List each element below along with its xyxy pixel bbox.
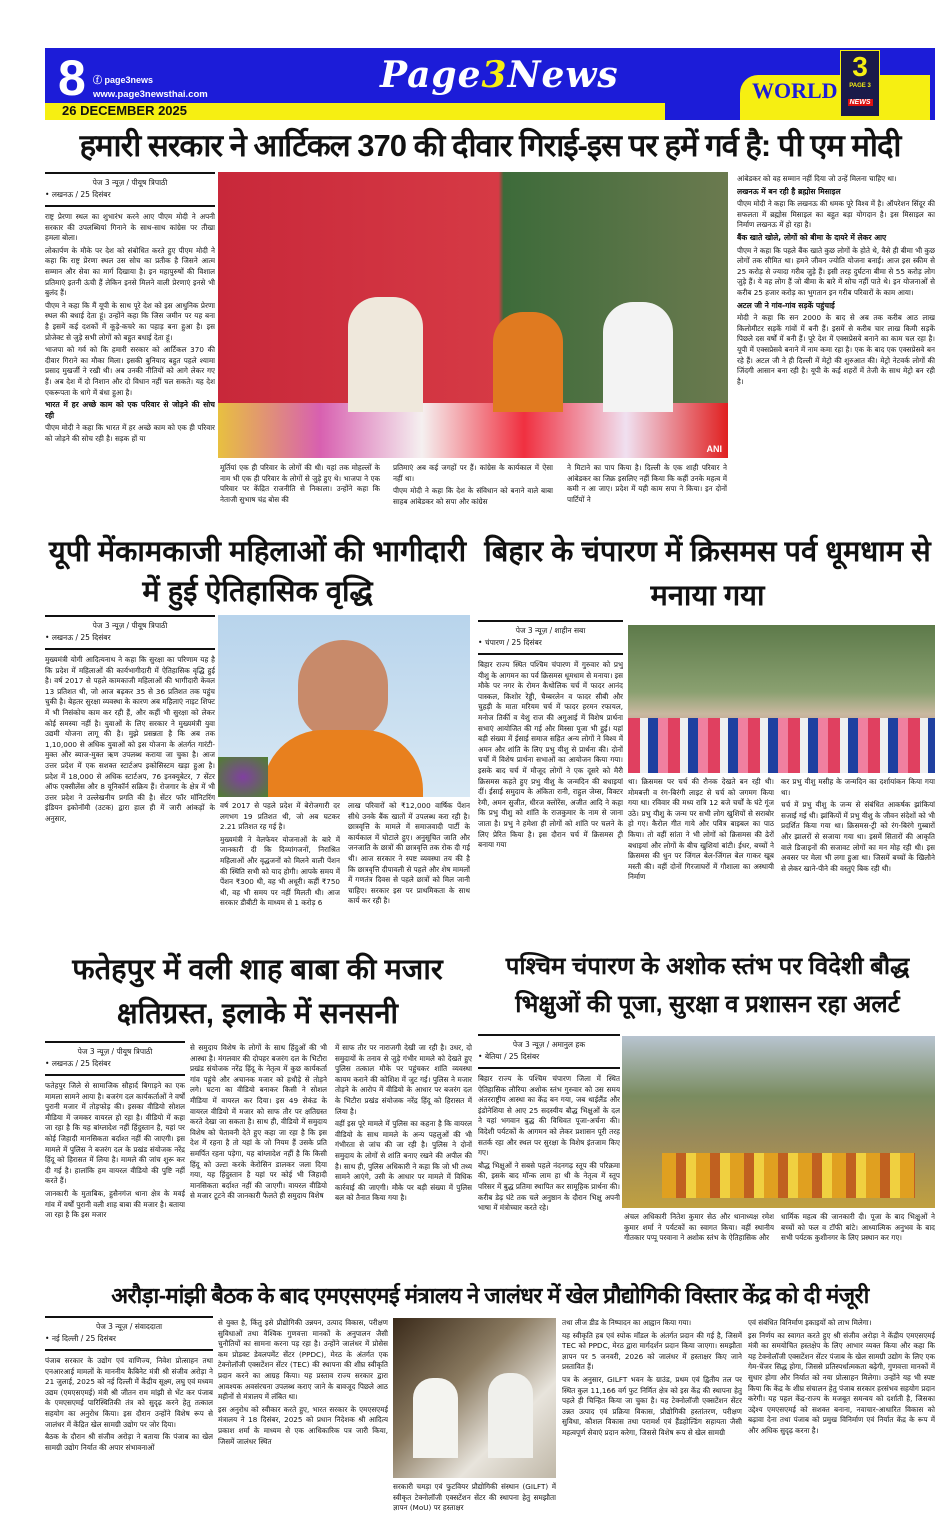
headline-arora: अरौड़ा-मांझी बैठक के बाद एमएसएमई मंत्रालय ने जालंधर में खेल प्रौद्योगिकी विस्तार केंद्र को दी मंजूरी <box>111 1283 869 1308</box>
paragraph: मुख्यमंत्री योगी आदित्यनाथ ने कहा कि सुरक्षा का परिणाम यह है कि प्रदेश में महिलाओं की कार्यभागीदारी में ऐतिहासिक वृद्धि हुई है। वर्ष 2017 से पहले कामकाजी महिलाओं की भागीदारी केवल 13 प्रतिशत थी, जो आज बढ़कर 35 से 36 प्रतिशत तक पहुंच चुकी है। बेहतर सुरक्षा व्यवस्था के कारण अब महिलाएं नाइट शिफ्ट में भी निसंकोच काम कर रही हैं, और कहीं भी सुरक्षा को लेकर कोई समस्या नहीं है। युवाओं के लिए सरकार ने मुख्यमंत्री युवा उद्यमी योजना लागू की है। मुझे प्रसन्नता है कि अब तक 1,10,000 से अधिक युवाओं को इस योजना के अंतर्गत गारंटी-मुक्त और ब्याज-मुक्त ऋण उपलब्ध कराया जा चुका है। आज उत्तर प्रदेश में एक सशक्त स्टार्टअप इकोसिस्टम खड़ा हुआ है। प्रदेश में 18,000 से अधिक स्टार्टअप, 76 इनक्यूबेटर, 7 सेंटर ऑफ एक्सीलेंस और 8 यूनिकॉर्न सक्रिय हैं। रोजगार के क्षेत्र में भी उत्तर प्रदेश ने उल्लेखनीय प्रगति की है। सेंटर फॉर मॉनिटरिंग इंडियन इकोनॉमी (उटक) द्वारा हाल ही में जारी आंकड़ों के अनुसार, <box>45 655 215 823</box>
article-modi-col2 <box>220 463 380 521</box>
article-fatehpur-col2 <box>190 1043 327 1278</box>
photo-credit: ANI <box>706 444 722 454</box>
paragraph: तथा लीज डीड के निष्पादन का आह्वान किया गया। <box>562 1318 692 1327</box>
paragraph: पीएम मोदी ने कहा कि भारत में हर अच्छे काम को एक ही परिवार को जोड़ने की सोच रही है। सड़क हों या <box>45 423 215 443</box>
article-modi-col3 <box>393 463 553 521</box>
paragraph: पीएम मोदी ने कहा कि देश के संविधान को बनाने वाले बाबा साहब आंबेडकर को सपा और कांग्रेस <box>393 486 553 506</box>
headline-yogi: यूपी मेंकामकाजी महिलाओं की भागीदारी में हुई ऐतिहासिक वृद्धि <box>48 536 467 608</box>
article-ashok-col3 <box>781 1212 935 1276</box>
paragraph: मुख्यमंत्री ने वेलफेयर योजनाओं के बारे में जानकारी दी कि दिव्यांगजनों, निराश्रित महिलाओं और वृद्धजनों को मिलने वाली पेंशन की स्थिति सभी को याद होगी। आपके समय में पेंशन ₹300 थी, वह भी अधूरी। कहीं ₹750 थी, वह भी समय पर नहीं मिलती थी। आज सरकार डीबीटी के माध्यम से 1 करोड़ 6 <box>220 834 340 908</box>
paragraph: बैठक के दौरान श्री संजीव अरोड़ा ने बताया कि पंजाब का खेल सामग्री उद्योग निर्यात की अपार संभावनाओं <box>45 1432 213 1452</box>
subheading: भारत में हर अच्छे काम को एक परिवार से जोड़ने की सोच रही <box>45 400 215 420</box>
article-arora-col5 <box>748 1318 935 1528</box>
flowers <box>218 757 268 797</box>
person <box>348 297 423 412</box>
paragraph: धार्मिक महत्व की जानकारी दी। पूजा के बाद भिक्षुओं ने बच्चों को फल व टॉफी बांटे। आध्यात्मिक अनुभव के बाद सभी पर्यटक कुशीनगर के लिए प्रस्थान कर गए। <box>781 1212 935 1243</box>
newspaper-logo: Page3News <box>380 54 619 96</box>
article-fatehpur-col3 <box>335 1043 472 1278</box>
article-arora-col3 <box>393 1482 556 1526</box>
article-yogi-col3 <box>348 801 470 936</box>
paragraph: फतेहपुर जिले से सामाजिक सौहार्द बिगाड़ने का एक मामला सामने आया है। बजरंग दल कार्यकर्ताओं ने वर्षों पुरानी मजार में तोड़फोड़ की। इसका वीडियो सोशल मीडिया में जमकर वायरल हो रहा है। वीडियो में कहा जा रहा है कि यह बांग्लादेश नहीं हिंदुस्तान है, यहां पर कोई जिहादी मानसिकता बर्दाश्त नहीं की जाएगी। इस मामले में पुलिस ने बजरंग दल के प्रखंड संयोजक नरेंद्र हिंदू को हिरासत में लिया है। मामले की जांच शुरू कर दी गई है। हालांकि हम वायरल वीडियो की पुष्टि नहीं करते हैं। <box>45 1081 185 1186</box>
paragraph: इस अनुरोध को स्वीकार करते हुए, भारत सरकार के एमएसएमई मंत्रालय ने 18 दिसंबर, 2025 को प्रधान निदेशक श्री आदित्य प्रकाश शर्मा के माध्यम से एक आधिकारिक पत्र जारी किया, जिसमें जालंधर स्थित <box>218 1404 388 1446</box>
paragraph: पत्र के अनुसार, GILFT भवन के ग्राउंड, प्रथम एवं द्वितीय तल पर स्थित कुल 11,166 वर्ग फुट निर्मित क्षेत्र को इस केंद्र की स्थापना हेतु पहले ही चिन्हित किया जा चुका है। यह टेक्नोलॉजी एक्सटेंशन सेंटर उन्नत उत्पाद एवं प्रक्रिया विकास, प्रौद्योगिकी हस्तांतरण, परीक्षण सुविधा, कौशल विकास तथा परामर्श एवं हैंडहोल्डिंग सहायता जैसी महत्वपूर्ण सेवाएं प्रदान करेगा, जिससे विशेष रूप से खेल सामग्री <box>562 1374 742 1437</box>
monks-group <box>662 1153 915 1198</box>
person <box>493 312 563 412</box>
article-christmas-col2 <box>628 777 774 937</box>
paragraph: पीएम ने कहा कि मैं यूपी के साथ पूरे देश को इस आधुनिक प्रेरणा स्थल की बधाई देता हूं। उन्होंने कहा कि जिस जमीन पर यह बना है इसमें कई दशकों में कूड़े-कचरे का पहाड़ बना हुआ है। इस प्रोजेक्ट से जुड़े सभी लोगों को बहुत बधाई देता हूं। <box>45 300 215 342</box>
article-modi-col4 <box>567 463 727 521</box>
paragraph: एवं संबंधित विनिर्माण इकाइयों को लाभ मिलेगा। <box>748 1318 872 1327</box>
paragraph: पीएम मोदी ने कहा कि लखनऊ की धमक पूरे विश्व में है। ऑपरेशन सिंदूर की सफलता में ब्रह्मोस मिसाइल का बहुत बड़ा योगदान है। इस मिसाइल का निर्माण लखनऊ में हो रहा है। <box>737 199 935 230</box>
byline: पेज 3 न्यूज़ / पीयूष त्रिपाठी • लखनऊ / 25 दिसंबर <box>45 615 215 650</box>
byline: पेज 3 न्यूज़ / पीयूष त्रिपाठी • लखनऊ / 25 दिसंबर <box>45 1041 185 1076</box>
person <box>488 1373 533 1458</box>
paragraph: पीएम ने कहा कि पहले बैंक खाते कुछ लोगों के होते थे, वैसे ही बीमा भी कुछ लोगों तक सीमित था। हमने जीवन ज्योति योजना बनाई। आज इस स्कीम से 25 करोड़ से ज्यादा गरीब जुड़े हैं। इसी तरह दुर्घटना बीमा से 55 करोड़ लोग जुड़े हैं। ये वह लोग हैं जो बीमा के बारे में सोच नहीं पाते थे। इन योजनाओं से करीब 25 हजार करोड़ का भुगतान इन गरीब परिवारों के काम आया। <box>737 245 935 297</box>
website-url[interactable]: www.page3newsthai.com <box>93 89 208 100</box>
byline: पेज 3 न्यूज़ / शाहीन सबा • चंपारण / 25 दिसंबर <box>478 620 623 655</box>
paragraph: मूर्तियां एक ही परिवार के लोगों की थी। यहां तक मोहल्लों के नाम भी एक ही परिवार के लोगों से जुड़े हुए थे। भाजपा ने एक परिवार पर केंद्रित राजनीति से निकाला। उन्होंने कहा कि नेताजी सुभाष चंद्र बोस की <box>220 463 380 504</box>
paragraph: लोकार्पण के मौके पर देश को संबोधित करते हुए पीएम मोदी ने कहा कि राष्ट्र प्रेरणा स्थल उस सोच का प्रतीक है जिसने आत्म सम्मान और सेवा का मार्ग दिखाया है। इन महापुरुषों की विशाल प्रतिमाएं इतनी ऊंची हैं लेकिन इनसे मिलने वाली प्रेरणाएं इनसे भी बुलंद हैं। <box>45 245 215 298</box>
article-modi-col1 <box>45 172 215 522</box>
issue-date: 26 DECEMBER 2025 <box>62 103 187 118</box>
facebook-icon: ⓕ <box>93 75 105 85</box>
headline-ashok-stambh: पश्चिम चंपारण के अशोक स्तंभ पर विदेशी बौद्ध भिक्षुओं की पूजा, सुरक्षा व प्रशासन रहा अलर्ट <box>505 953 910 1018</box>
photo-modi-event <box>218 172 728 458</box>
paragraph: इस निर्णय का स्वागत करते हुए श्री संजीव अरोड़ा ने केंद्रीय एमएसएमई मंत्री का समयोचित हस्तक्षेप के लिए आभार व्यक्त किया और कहा कि यह टेक्नोलॉजी एक्सटेंशन सेंटर पंजाब के खेल सामग्री उद्योग के लिए एक गेम-चेंजर सिद्ध होगा, जिससे प्रतिस्पर्धात्मकता बढ़ेगी, गुणवत्ता मानकों में सुधार होगा और निर्यात को नया प्रोत्साहन मिलेगा। उन्होंने यह भी स्पष्ट किया कि केंद्र के शीघ्र संचालन हेतु पंजाब सरकार हरसंभव सहयोग प्रदान करेगी। यह पहल केंद्र-राज्य के मजबूत समन्वय को दर्शाती है, जिसका उद्देश्य एमएसएमई को सशक्त बनाना, नवाचार-आधारित विकास को बढ़ावा देना तथा पंजाब को प्रमुख विनिर्माण एवं निर्यात केंद्र के रूप में और अधिक सुदृढ़ करना है। <box>748 1330 935 1435</box>
subheading: अटल जी ने गांव-गांव सड़कें पहुंचाई <box>737 300 835 310</box>
subheading: बैंक खाते खोले, लोगों को बीमा के दायरे में लेकर आए <box>737 232 887 242</box>
headline-fatehpur: फतेहपुर में वली शाह बाबा की मजार क्षतिग्रस्त, इलाके में सनसनी <box>72 954 443 1030</box>
person <box>413 1378 458 1458</box>
article-christmas-col3 <box>781 777 935 937</box>
paragraph: चर्च में प्रभु यीशु के जन्म से संबंधित आकर्षक झांकियां सजाई गई थी। झांकियों में प्रभु यीशु के जीवन संदेशों को भी प्रदर्शित किया गया था। क्रिसमस-ट्री को रंग-बिरंगे गुब्बारों और झालरों से सजाया गया था। इसमें सितारों की आकृति वाले डिजाइनों की सजावट लोगों का मन मोह रही थी। इस अवसर पर मेला भी लगा हुआ था। जिसमें बच्चों के खिलौने से लेकर खाने-पीने की वस्तुएं बिक रही थी। <box>781 800 935 873</box>
paragraph: से समुदाय विशेष के लोगों के साथ हिंदुओं की भी आस्था है। मंगलवार की दोपहर बजरंग दल के भिटौरा प्रखंड संयोजक नरेंद्र हिंदू के नेतृत्व में कुछ कार्यकर्ता गांव पहुंचे और अचानक मजार को हथौड़े से तोड़ने लगे। घटना का वीडियो बनाकर किसी ने सोशल मीडिया में वायरल कर दिया। इस 49 सेकंड के वायरल वीडियो में मजार को साफ तौर पर क्षतिग्रस्त करते देखा जा सकता है। साथ ही, वीडियो में समुदाय विशेष को चेतावनी देते हुए कहा जा रहा है कि इस देश में रहना है तो यहां के जो नियम हैं उसके प्रति समर्पित रहना पड़ेगा, यह बांग्लादेश नहीं है कि किसी हिंदू को उल्टा करके केरोसिन डालकर जला दिया गया, यह हिंदुस्तान है यहां पर कोई भी जिहादी मानसिकता बर्दाश्त नहीं की जाएगी। वायरल वीडियो से मजार टूटने की जानकारी फैलते ही समुदाय विशेष <box>190 1043 327 1201</box>
byline: पेज 3 न्यूज़ / संवाददाता • नई दिल्ली / 25 दिसंबर <box>45 1316 213 1351</box>
paragraph: मोदी ने कहा कि सन 2000 के बाद से अब तक करीब आठ लाख किलोमीटर सड़कें गांवों में बनी हैं। इसमें से करीब चार लाख किमी सड़कें पिछले दस वर्षों में बनी हैं। पूरे देश में एक्सप्रेसवे बनाने का काम चल रहा है। यूपी में एक्सप्रेसवे बनाने में नाम कमा रहा है। एक के बाद एक एक्सप्रेसवे बन रहे हैं। अटल जी ने ही दिल्ली में मेट्रो की शुरुआत की। मेट्रो नेटवर्क लोगों की जिंदगी आसान बना रही है। यूपी के कई शहरों में तेजी के साथ मेट्रो बन रही है। <box>737 313 935 386</box>
subheading: लखनऊ में बन रही है ब्रह्मोस मिसाइल <box>737 186 841 196</box>
article-ashok-col1 <box>478 1034 620 1279</box>
article-arora-col2 <box>218 1318 388 1528</box>
person-robe <box>263 730 423 797</box>
paragraph: वहीं इस पूरे मामले में पुलिस का कहना है कि वायरल वीडियो के साथ मामले के अन्य पहलुओं की भी गंभीरता से जांच की जा रही है। पुलिस ने दोनों समुदाय के लोगों से शांति बनाए रखने की अपील की है। साथ ही, पुलिस अधिकारी ने कहा कि जो भी तथ्य सामने आएंगे, उसी के आधार पर मामले में विधिक कार्रवाई की जाएगी। मौके पर बड़ी संख्या में पुलिस बल को तैनात किया गया है। <box>335 1119 472 1203</box>
headline-christmas: बिहार के चंपारण में क्रिसमस पर्व धूमधाम से मनाया गया <box>484 536 931 612</box>
article-arora-col1 <box>45 1316 213 1526</box>
paragraph: ने मिटाने का पाप किया है। दिल्ली के एक शाही परिवार ने आंबेडकर का जिक्र इसलिए नहीं किया कि कहीं उनके महत्व में कमी न आ जाए। प्रदेश में यही काम सपा ने किया। इन दोनों पार्टियों ने <box>567 463 727 504</box>
paragraph: से युक्त है, किंतु इसे प्रौद्योगिकी उन्नयन, उत्पाद विकास, परीक्षण सुविधाओं तथा वैश्विक गुणवत्ता मानकों के अनुपालन जैसी चुनौतियों का सामना करना पड़ रहा है। उन्होंने जालंधर में प्रोसेस कम प्रोडक्ट डेवलपमेंट सेंटर (PPDC), मेरठ के अंतर्गत एक टेक्नोलॉजी एक्सटेंशन सेंटर (TEC) की स्थापना की शीघ्र स्वीकृति प्रदान करने का आग्रह किया। यह प्रस्ताव राज्य सरकार द्वारा आवश्यक अवसंरचना उपलब्ध कराए जाने के बावजूद पिछले आठ महीनों से मंत्रालय में लंबित था। <box>218 1318 388 1402</box>
article-christmas-col1 <box>478 620 623 950</box>
photo-arora-manjhi-meeting <box>393 1318 556 1478</box>
paragraph: बौद्ध भिक्षुओं ने सबसे पहले नंदनगढ़ स्तूप की परिक्रमा की, इसके बाद मॉन्क लाम हा थी के नेतृत्व में स्तूप परिसर में बुद्ध प्रतिमा स्थापित कर सामूहिक प्रार्थना की। करीब डेढ़ घंटे तक चले अनुष्ठान के दौरान भिक्षु अपनी भाषा में मंत्रोच्चार करते रहे। <box>478 1160 620 1213</box>
paragraph: बिहार राज्य स्थित पश्चिम चंपारण में गुरुवार को प्रभु यीशु के आगमन का पर्व क्रिसमस धूमधाम से मनाया। इस मौके पर नगर के रोमन कैथोलिक चर्च में फादर आनंद पास्कल, किशोर रेड्डी, चैम्बरलेन व फादर सीबी और चुहड़ी के माता मरियम चर्च में फादर हरमन रफायल, मनोज तिर्की व येशु राज की अगुआई में विशेष प्रार्थना सभाएं आयोजित की गई और मिस्सा पूजा भी हुई। यहां बड़ी संख्या में ईसाई समाज सहित अन्य लोगों ने विश्व में अमन और शांति के लिए प्रभु यीशु से प्रार्थना की। दोनों चर्चों में विशेष प्रार्थना सभाओं का आयोजन किया गया। इसके बाद चर्च में मौजूद लोगों ने एक दूसरे को मैरी क्रिसमस कहते हुए प्रभु यीशु के जन्मदिन की बधाइयां दीं। ईसाई समुदाय के अंकिता रानी, राहुल जेम्स, विक्टर रेमी, अमन सुजीत, धीरज क्लोरेंस, अजीत आदि ने कहा कि प्रभु यीशु को शांति के राजकुमार के नाम से जाना जाता है। प्रभु ने हमेशा ही लोगों को शांति पर चलने के लिए प्रेरित किया है। इस दौरान चर्च में क्रिसमस ट्री बनाया गया <box>478 660 623 850</box>
photo-yogi <box>218 615 470 797</box>
brand-logo: 3 PAGE 3 NEWS <box>840 50 880 117</box>
byline: पेज 3 न्यूज़ / अमानुल हक • बेतिया / 25 दिसंबर <box>478 1034 620 1069</box>
paragraph: था। क्रिसमस पर चर्च की रौनक देखते बन रही थी। मोमबत्ती व रंग-बिरंगी लाइट से चर्च को जगमग किया गया था। रविवार की मध्य रात्रि 12 बजे चर्चों के घंटे गूंज उठे। प्रभु यीशु के जन्म पर सभी लोग खुशियों से सराबोर हो गए। कैरोल गीत गाये और पवित्र बाइबल का पाठ किया। तो वहीं सांता ने भी लोगों को क्रिसमस की ढेरों बधाइयां और लोगों के बीच खुशियां बांटी। ईधर, बच्चों ने क्रिसमस की धुन पर जिंगल बेल-जिंगल बेल गाकर खूब मस्ती की। वहीं दोनों गिरजाघरों में गौशाला का अस्थायी निर्माण <box>628 777 774 882</box>
paragraph: भाजपा को गर्व को कि हमारी सरकार को आर्टिकल 370 की दीवार गिराने का मौका मिला। इसकी बुनियाद बहुत पहले श्यामा प्रसाद मुखर्जी ने रखी थी। अब उनकी नीतियों को आगे लेकर गए हैं। अब देश में दो निशान और दो विधान नहीं चल सकते। यह देश एकरूपता के धागे में बंधा हुआ है। <box>45 345 215 397</box>
article-yogi-col1 <box>45 615 215 940</box>
paragraph: बिहार राज्य के पश्चिम चंपारण जिला में स्थित ऐतिहासिक लौरिया अशोक स्तंभ गुरुवार को उस समय अंतरराष्ट्रीय आस्था का केंद्र बन गया, जब थाईलैंड और इंडोनेशिया से आए 25 सदस्यीय बौद्ध भिक्षुओं के दल ने यहां भगवान बुद्ध की विधिवत पूजा-अर्चना की। विदेशी पर्यटकों के आगमन को लेकर प्रशासन पूरी तरह सतर्क रहा और स्थल पर सुरक्षा के विशेष इंतजाम किए गए। <box>478 1074 620 1158</box>
crowd <box>628 718 935 773</box>
paragraph: अंचल अधिकारी नितेश कुमार सेठ और थानाध्यक्ष रमेश कुमार शर्मा ने पर्यटकों का स्वागत किया। वहीं स्थानीय गीतकार पप्पू परवाना ने अशोक स्तंभ के ऐतिहासिक और <box>624 1212 774 1243</box>
person <box>603 302 673 412</box>
article-arora-col4 <box>562 1318 742 1528</box>
article-yogi-col2 <box>220 801 340 936</box>
paragraph: यह स्वीकृति हब एवं स्पोक मॉडल के अंतर्गत प्रदान की गई है, जिसमें TEC को PPDC, मेरठ द्वारा मार्गदर्शन प्रदान किया जाएगा। समझौता ज्ञापन पर 5 जनवरी, 2026 को जालंधर में हस्ताक्षर किए जाने प्रस्तावित हैं। <box>562 1330 742 1372</box>
section-label: WORLD <box>752 78 838 103</box>
paragraph: प्रतिमाएं अब कई जगहों पर हैं। कांग्रेस के कार्यकाल में ऐसा नहीं था। <box>393 463 553 483</box>
social-handle-text: page3news <box>104 75 154 85</box>
photo-buddhist-monks <box>622 1036 935 1208</box>
page-number: 8 <box>58 50 86 106</box>
headline-modi: हमारी सरकार ने आर्टिकल 370 की दीवार गिराई-इस पर हमें गर्व है: पी एम मोदी <box>79 128 901 163</box>
paragraph: आंबेडकर को वह सम्मान नहीं दिया जो उन्हें मिलना चाहिए था। <box>737 174 897 183</box>
photo-christmas-crowd <box>628 625 935 773</box>
paragraph: वर्ष 2017 से पहले प्रदेश में बेरोजगारी दर लगभग 19 प्रतिशत थी, जो अब घटकर 2.21 प्रतिशत रह गई है। <box>220 801 340 832</box>
article-ashok-col2 <box>624 1212 774 1276</box>
paragraph: राष्ट्र प्रेरणा स्थल का शुभारंभ करने आए पीएम मोदी ने अपनी सरकार की उपलब्धियां गिनाने के साथ-साथ कांग्रेस पर तीखा हमला बोला। <box>45 212 215 243</box>
person-face <box>298 640 388 740</box>
paragraph: जानकारी के मुताबिक, हुसैनगंज थाना क्षेत्र के मवई गांव में वर्षों पुरानी वली शाह बाबा की मजार है। बताया जा रहा है कि इस मजार <box>45 1188 185 1220</box>
paragraph: में साफ तौर पर नाराजगी देखी जा रही है। उधर, दो समुदायों के तनाव से जुड़े गंभीर मामले को देखते हुए पुलिस तत्काल मौके पर पहुंचकर शांति व्यवस्था कायम कराने की कोशिश में जुट गई। पुलिस ने मजार तोड़ने के आरोप में वीडियो के आधार पर बजरंग दल के भिटौरा प्रखंड संयोजक नरेंद्र हिंदू को हिरासत में लिया है। <box>335 1043 472 1116</box>
paragraph: सरकारी चमड़ा एवं फुटवियर प्रौद्योगिकी संस्थान (GILFT) में स्वीकृत टेक्नोलॉजी एक्सटेंशन सेंटर की स्थापना हेतु समझौता ज्ञापन (MoU) पर हस्ताक्षर <box>393 1482 556 1513</box>
article-modi-col5 <box>737 174 935 524</box>
paragraph: लाख परिवारों को ₹12,000 वार्षिक पेंशन सीधे उनके बैंक खातों में उपलब्ध करा रही है। छात्रवृत्ति के मामले में समाजवादी पार्टी के कार्यकाल में घोटाले हुए। अनुसूचित जाति और जनजाति के छात्रों की छात्रवृत्ति तक रोक दी गई थी। आज सरकार ने स्पष्ट व्यवस्था तय की है कि छात्रवृत्ति दीपावली से पहले और शेष मामलों में गणतंत्र दिवस से पहले छात्रों को मिल जानी चाहिए। सरकार इस पर प्राथमिकता के साथ कार्य कर रही है। <box>348 801 470 906</box>
paragraph: कर प्रभु यीशु मसीह के जन्मदिन का दर्शायांकन किया गया था। <box>781 777 935 797</box>
byline: पेज 3 न्यूज़ / पीयूष त्रिपाठी • लखनऊ / 25 दिसंबर <box>45 172 215 207</box>
social-handle <box>93 73 153 86</box>
paragraph: पंजाब सरकार के उद्योग एवं वाणिज्य, निवेश प्रोत्साहन तथा एनआरआई मामलों के माननीय कैबिनेट मंत्री श्री संजीव अरोड़ा ने 21 जुलाई, 2025 को नई दिल्ली में केंद्रीय सूक्ष्म, लघु एवं मध्यम उद्यम (एमएसएमई) मंत्री श्री जीतन राम मांझी से भेंट कर पंजाब के एमएसएमई पारिस्थितिकी तंत्र को सुदृढ़ करने हेतु तत्काल सहयोग का अनुरोध किया। इस दौरान उन्होंने विशेष रूप से जालंधर में केंद्रित खेल सामग्री उद्योग पर जोर दिया। <box>45 1356 213 1429</box>
article-fatehpur-col1 <box>45 1041 185 1281</box>
